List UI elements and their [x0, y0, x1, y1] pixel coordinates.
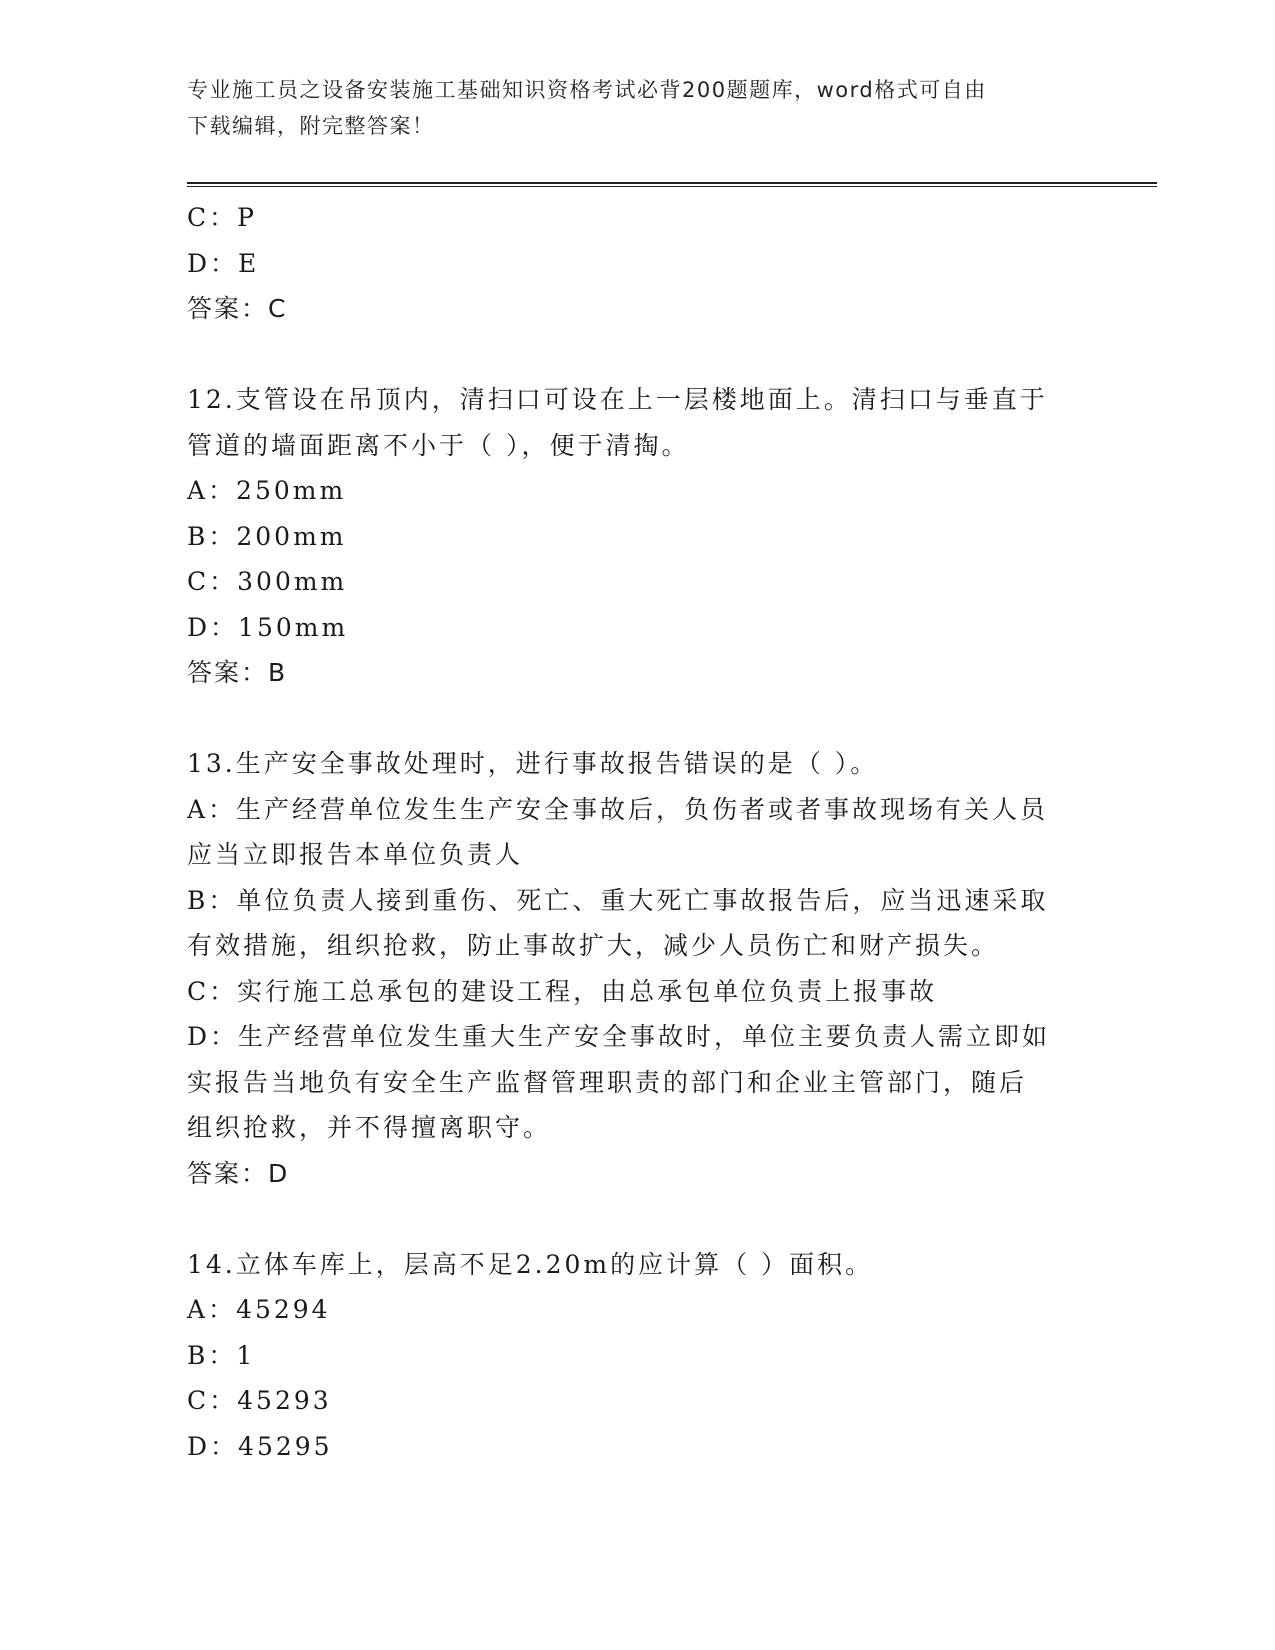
- question-stem: 12.支管设在吊顶内，清扫口可设在上一层楼地面上。清扫口与垂直于: [187, 385, 1048, 414]
- option-a-cont: 应当立即报告本单位负责人: [187, 840, 524, 869]
- document-page: [187, 72, 1157, 1469]
- answer-line: 答案：D: [187, 1158, 290, 1188]
- question-list: [187, 195, 1087, 1469]
- question-stem-cont: 管道的墙面距离不小于（ ），便于清掏。: [187, 430, 690, 460]
- question-stem: 13.生产安全事故处理时，进行事故报告错误的是（ ）。: [187, 749, 879, 778]
- option-d-cont: 组织抢救，并不得擅离职守。: [187, 1113, 552, 1142]
- option-c: C：P: [187, 203, 257, 232]
- header-title-line-2: 下载编辑，附完整答案！: [187, 114, 435, 138]
- question-stem: 14.立体车库上，层高不足2.20m的应计算（ ）面积。: [187, 1249, 874, 1279]
- spacer: [187, 696, 1087, 742]
- question-13: [187, 741, 1087, 1196]
- option-a: A：250mm: [187, 476, 347, 505]
- header-divider: [187, 182, 1157, 187]
- option-d: D：生产经营单位发生重大生产安全事故时，单位主要负责人需立即如: [187, 1022, 1051, 1051]
- answer-line: 答案：C: [187, 294, 288, 323]
- option-c: C：45293: [187, 1386, 332, 1415]
- option-d: D：E: [187, 248, 260, 278]
- option-a: A：生产经营单位发生生产安全事故后，负伤者或者事故现场有关人员: [187, 794, 1049, 824]
- option-b: B：200mm: [187, 521, 347, 551]
- answer-line: 答案：B: [187, 658, 288, 687]
- option-d-cont: 实报告当地负有安全生产监督管理职责的部门和企业主管部门，随后: [187, 1067, 1028, 1097]
- option-b: B：单位负责人接到重伤、死亡、重大死亡事故报告后，应当迅速采取: [187, 885, 1049, 915]
- header-title-line-1: 专业施工员之设备安装施工基础知识资格考试必背200题题库，word格式可自由: [187, 78, 987, 102]
- option-a: A：45294: [187, 1295, 331, 1324]
- option-d: D：150mm: [187, 612, 349, 642]
- option-c: C：300mm: [187, 567, 348, 596]
- question-14: [187, 1242, 1087, 1470]
- document-header: [187, 72, 1157, 144]
- option-c: C：实行施工总承包的建设工程，由总承包单位负责上报事故: [187, 976, 938, 1006]
- question-11-tail: [187, 195, 1087, 332]
- spacer: [187, 332, 1087, 378]
- option-b-cont: 有效措施，组织抢救，防止事故扩大，减少人员伤亡和财产损失。: [187, 931, 1000, 960]
- option-d: D：45295: [187, 1431, 333, 1461]
- option-b: B：1: [187, 1340, 256, 1370]
- spacer: [187, 1196, 1087, 1242]
- question-12: [187, 377, 1087, 696]
